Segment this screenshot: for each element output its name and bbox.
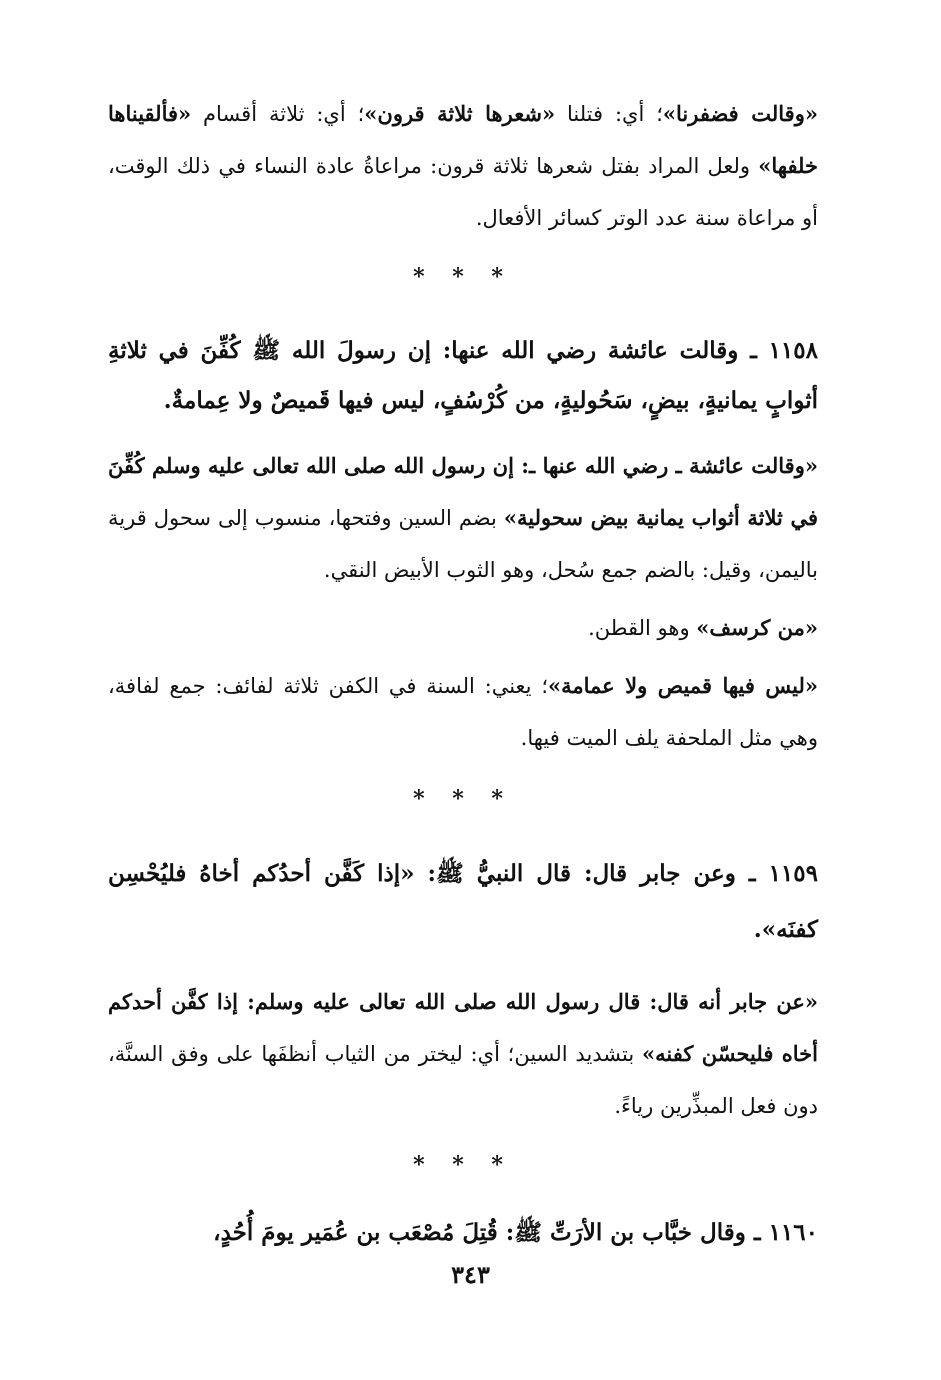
section-separator: * * *: [413, 264, 513, 290]
quoted-text: «وقالت فضفرنا»: [662, 101, 818, 126]
quoted-text: «فألقيناها خلفها»: [108, 101, 818, 178]
quoted-text: «وقالت عائشة ـ رضي الله عنها ـ: إن رسول الله صلى الله تعالى عليه وسلم كُفِّنَ في ثلاثة أثواب يمانية بيض سحولية»: [108, 453, 819, 530]
quoted-text: «شعرها ثلاثة قرون»: [364, 101, 556, 126]
quoted-text: «ليس فيها قميص ولا عمامة»: [548, 673, 818, 698]
commentary-paragraph-3: [108, 602, 818, 654]
commentary-paragraph-5: [108, 976, 818, 1132]
page-body: [108, 88, 818, 1258]
section-separator: * * *: [413, 786, 513, 812]
section-separator: * * *: [413, 1152, 513, 1178]
commentary-text: ؛ يعني: السنة في الكفن ثلاثة لفائف: جمع لفافة، وهي مثل الملحفة يلف الميت فيها.: [108, 674, 818, 750]
commentary-paragraph-1: [108, 88, 818, 244]
commentary-text: بضم السين وفتحها، منسوب إلى سحول قرية باليمن، وقيل: بالضم جمع سُحل، وهو الثوب الأبيض النقي.: [108, 506, 818, 582]
quoted-text: «عن جابر أنه قال: قال رسول الله صلى الله تعالى عليه وسلم: إذا كفَّن أحدكم أخاه فليحسّن كفنه»: [108, 989, 818, 1066]
commentary-paragraph-4: [108, 660, 818, 764]
quoted-text: «من كرسف»: [696, 615, 818, 640]
hadith-1159: ١١٥٩ ـ وعن جابر قال: قال النبيُّ ﷺ: «إذا كَفَّن أحدُكم أخاهُ فليُحْسِن كفنَه».: [108, 860, 818, 943]
commentary-text: ولعل المراد بفتل شعرها ثلاثة قرون: مراعاةُ عادة النساء في ذلك الوقت، أو مراعاة سنة عدد الوتر كسائر الأفعال.: [108, 154, 818, 230]
commentary-text: بتشديد السين؛ أي: ليختر من الثياب أنظفَها على وفق السنَّة، دون فعل المبذِّرين رياءً.: [108, 1042, 818, 1118]
commentary-text: ؛ أي: ثلاثة أقسام: [191, 102, 365, 126]
hadith-1158: ١١٥٨ ـ وقالت عائشة رضي الله عنها: إن رسولَ الله ﷺ كُفِّنَ في ثلاثةِ أثوابٍ يمانيةٍ، بيضٍ، سَحُوليةٍ، من كُرْسُفٍ، ليس فيها قَميصٌ ولا عِمامةٌ.: [108, 337, 818, 414]
commentary-text: وهو القطن.: [588, 616, 697, 640]
commentary-text: ؛ أي: فتلنا: [555, 102, 663, 126]
hadith-1160: ١١٦٠ ـ وقال خبَّاب بن الأرَتِّ ﷺ: قُتِلَ مُصْعَب بن عُمَير يومَ أُحُدٍ،: [213, 1219, 818, 1246]
commentary-paragraph-2: [108, 440, 818, 596]
page-number: ٣٤٣: [451, 1260, 490, 1289]
